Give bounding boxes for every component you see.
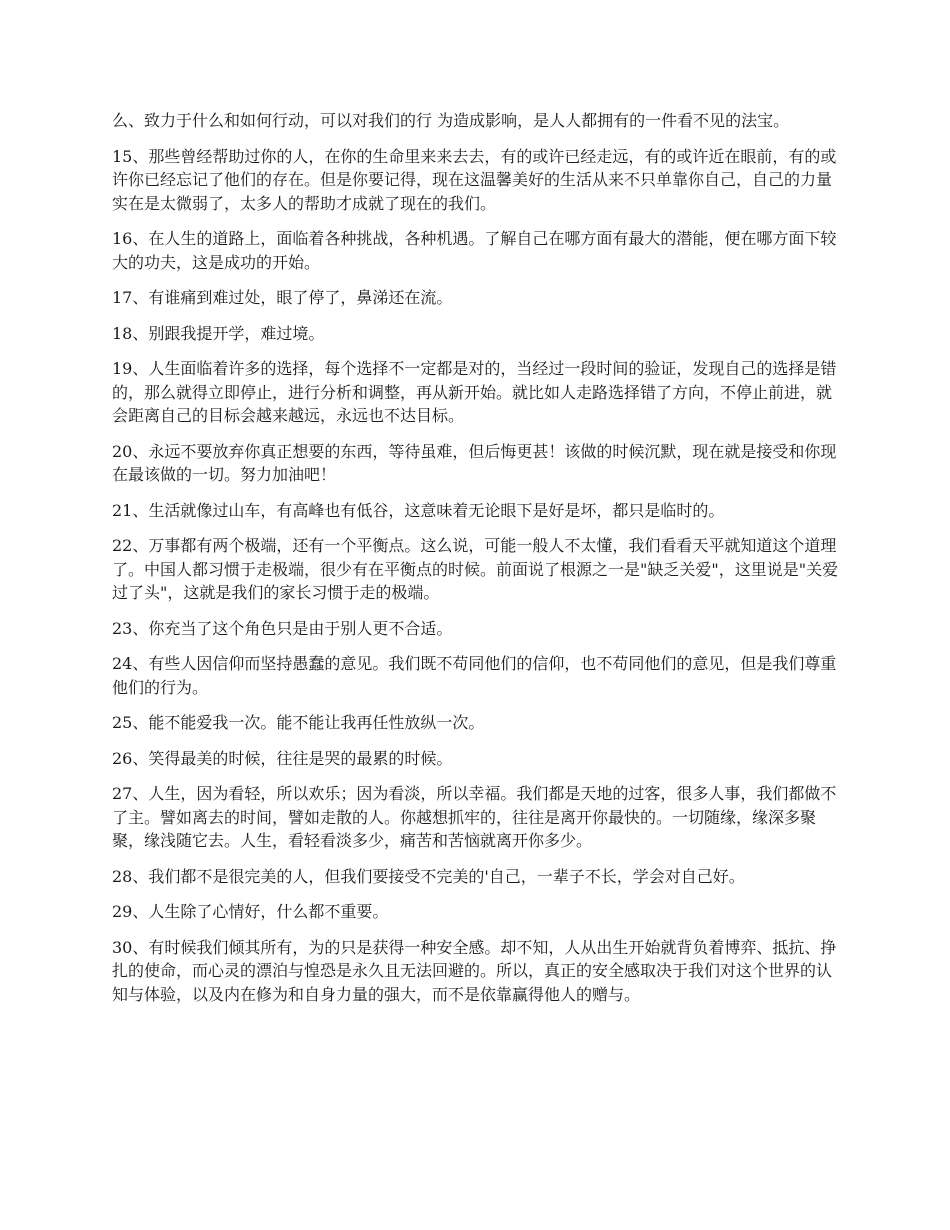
paragraph-28: 28、我们都不是很完美的人，但我们要接受不完美的'自己，一辈子不长，学会对自己好。 xyxy=(112,866,745,886)
paragraph-30: 30、有时候我们倾其所有，为的只是获得一种安全感。却不知，人从出生开始就背负着博弈、抵抗、挣扎的使命，而心灵的漂泊与惶恐是永久且无法回避的。所以，真正的安全感取决于我们对这个世界的认知与体验，以及内在修为和自身力量的强大，而不是依靠赢得他人的赠与。 xyxy=(112,937,837,1004)
paragraph-19: 19、人生面临着许多的选择，每个选择不一定都是对的，当经过一段时间的验证，发现自己的选择是错的，那么就得立即停止，进行分析和调整，再从新开始。就比如人走路选择错了方向，不停止前进，就会距离自己的目标会越来越远，永远也不达目标。 xyxy=(112,359,837,425)
paragraph-16: 16、在人生的道路上，面临着各种挑战，各种机遇。了解自己在哪方面有最大的潜能，便在哪方面下较大的功夫，这是成功的开始。 xyxy=(112,229,837,272)
paragraph-24: 24、有些人因信仰而坚持愚蠢的意见。我们既不苟同他们的信仰，也不苟同他们的意见，但是我们尊重他们的行为。 xyxy=(112,654,837,697)
paragraph-15: 15、那些曾经帮助过你的人，在你的生命里来来去去，有的或许已经走远，有的或许近在眼前，有的或许你已经忘记了他们的存在。但是你要记得，现在这温馨美好的生活从来不只单靠你自己，自己的力量实在是太微弱了，太多人的帮助才成就了现在的我们。 xyxy=(112,146,837,213)
paragraph-intro: 么、致力于什么和如何行动，可以对我们的行 为造成影响，是人人都拥有的一件看不见的法宝。 xyxy=(112,111,790,130)
paragraph-26: 26、笑得最美的时候，往往是哭的最累的时候。 xyxy=(112,748,453,768)
paragraph-20: 20、永远不要放弃你真正想要的东西，等待虽难，但后悔更甚！该做的时候沉默，现在就是接受和你现在最该做的一切。努力加油吧！ xyxy=(112,441,837,484)
paragraph-27: 27、人生，因为看轻，所以欢乐；因为看淡，所以幸福。我们都是天地的过客，很多人事，我们都做不了主。譬如离去的时间，譬如走散的人。你越想抓牢的，往往是离开你最快的。一切随缘，缘深多聚聚，缘浅随它去。人生，看轻看淡多少，痛苦和苦恼就离开你多少。 xyxy=(112,784,837,850)
paragraph-21: 21、生活就像过山车，有高峰也有低谷，这意味着无论眼下是好是坏，都只是临时的。 xyxy=(112,500,725,520)
paragraph-25: 25、能不能爱我一次。能不能让我再任性放纵一次。 xyxy=(112,713,485,732)
paragraph-29: 29、人生除了心情好，什么都不重要。 xyxy=(112,902,389,921)
paragraph-17: 17、有谁痛到难过处，眼了停了，鼻涕还在流。 xyxy=(112,288,453,307)
paragraph-18: 18、别跟我提开学，难过境。 xyxy=(112,323,325,343)
document-body xyxy=(112,109,842,1018)
paragraph-23: 23、你充当了这个角色只是由于别人更不合适。 xyxy=(112,618,453,638)
paragraph-22: 22、万事都有两个极端，还有一个平衡点。这么说，可能一般人不太懂，我们看看天平就知道这个道理了。中国人都习惯于走极端，很少有在平衡点的时候。前面说了根源之一是"缺乏关爱"，这里说是"关爱过了头"，这就是我们的家长习惯于走的极端。 xyxy=(112,536,839,602)
